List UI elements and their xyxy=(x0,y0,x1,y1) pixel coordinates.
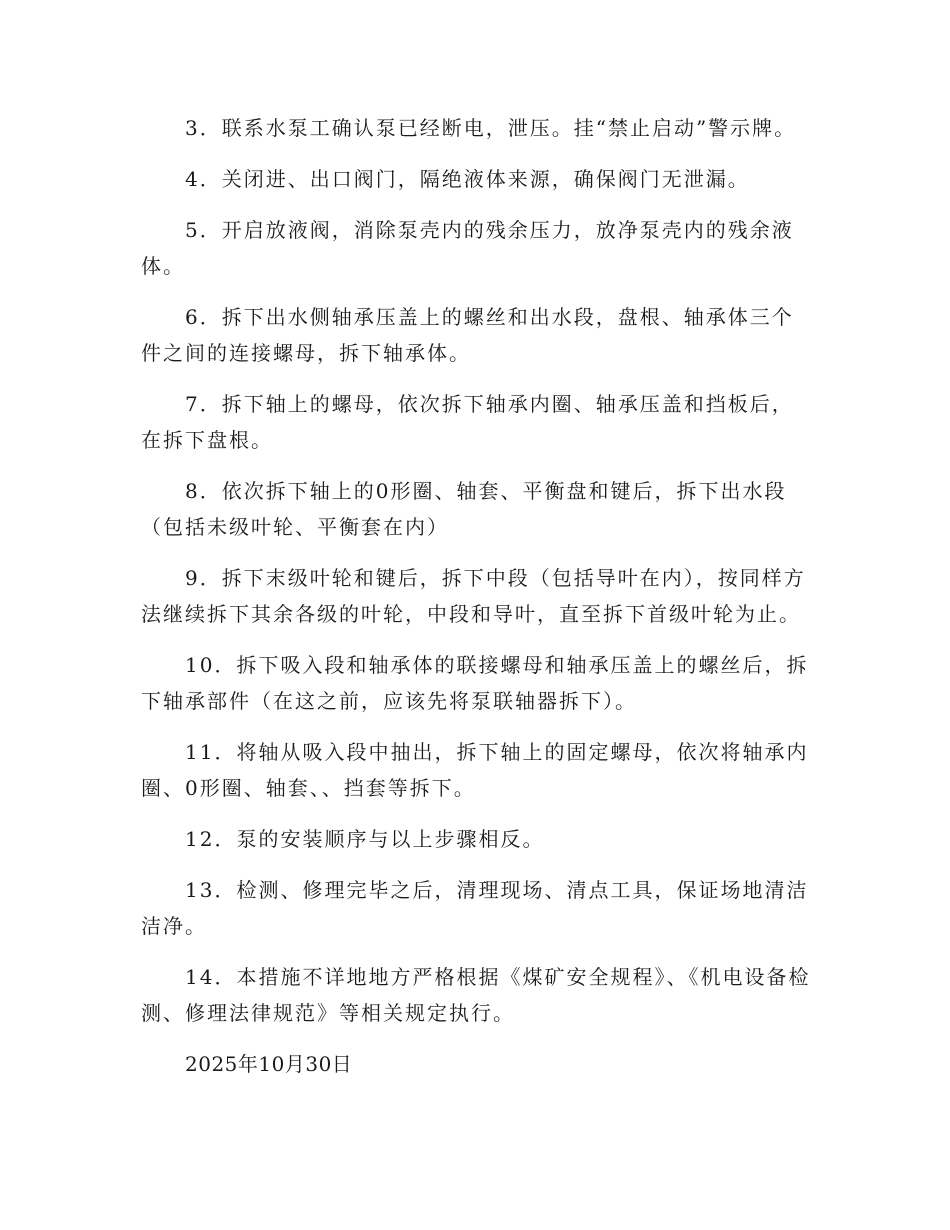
step-6-paragraph: 6．拆下出水侧轴承压盖上的螺丝和出水段，盘根、轴承体三个件之间的连接螺母，拆下轴承体。 xyxy=(141,305,794,365)
step-11-paragraph: 11．将轴从吸入段中抽出，拆下轴上的固定螺母，依次将轴承内圈、0形圈、轴套、、挡套等拆下。 xyxy=(141,740,809,800)
step-3-paragraph: 3．联系水泵工确认泵已经断电，泄压。挂“禁止启动”警示牌。 xyxy=(185,116,797,140)
document-date: 2025年10月30日 xyxy=(185,1052,353,1076)
step-8-paragraph: 8．依次拆下轴上的0形圈、轴套、平衡盘和键后，拆下出水段（包括未级叶轮、平衡套在内） xyxy=(141,479,787,539)
step-14-paragraph: 14．本措施不详地地方严格根据《煤矿安全规程》、《机电设备检测、修理法律规范》等相关规定执行。 xyxy=(141,965,811,1025)
step-5-paragraph: 5．开启放液阀，消除泵壳内的残余压力，放净泵壳内的残余液体。 xyxy=(141,218,794,278)
step-13-paragraph: 13．检测、修理完毕之后，清理现场、清点工具，保证场地清洁洁净。 xyxy=(141,878,809,938)
step-9-paragraph: 9．拆下末级叶轮和键后，拆下中段（包括导叶在内），按同样方法继续拆下其余各级的叶轮，中段和导叶，直至拆下首级叶轮为止。 xyxy=(141,566,806,626)
step-7-paragraph: 7．拆下轴上的螺母，依次拆下轴承内圈、轴承压盖和挡板后，在拆下盘根。 xyxy=(141,392,794,452)
step-12-paragraph: 12．泵的安装顺序与以上步骤相反。 xyxy=(185,827,545,851)
step-10-paragraph: 10．拆下吸入段和轴承体的联接螺母和轴承压盖上的螺丝后，拆下轴承部件（在这之前，应该先将泵联轴器拆下）。 xyxy=(141,653,809,713)
document-body xyxy=(141,110,811,1082)
step-4-paragraph: 4．关闭进、出口阀门，隔绝液体来源，确保阀门无泄漏。 xyxy=(185,167,750,191)
